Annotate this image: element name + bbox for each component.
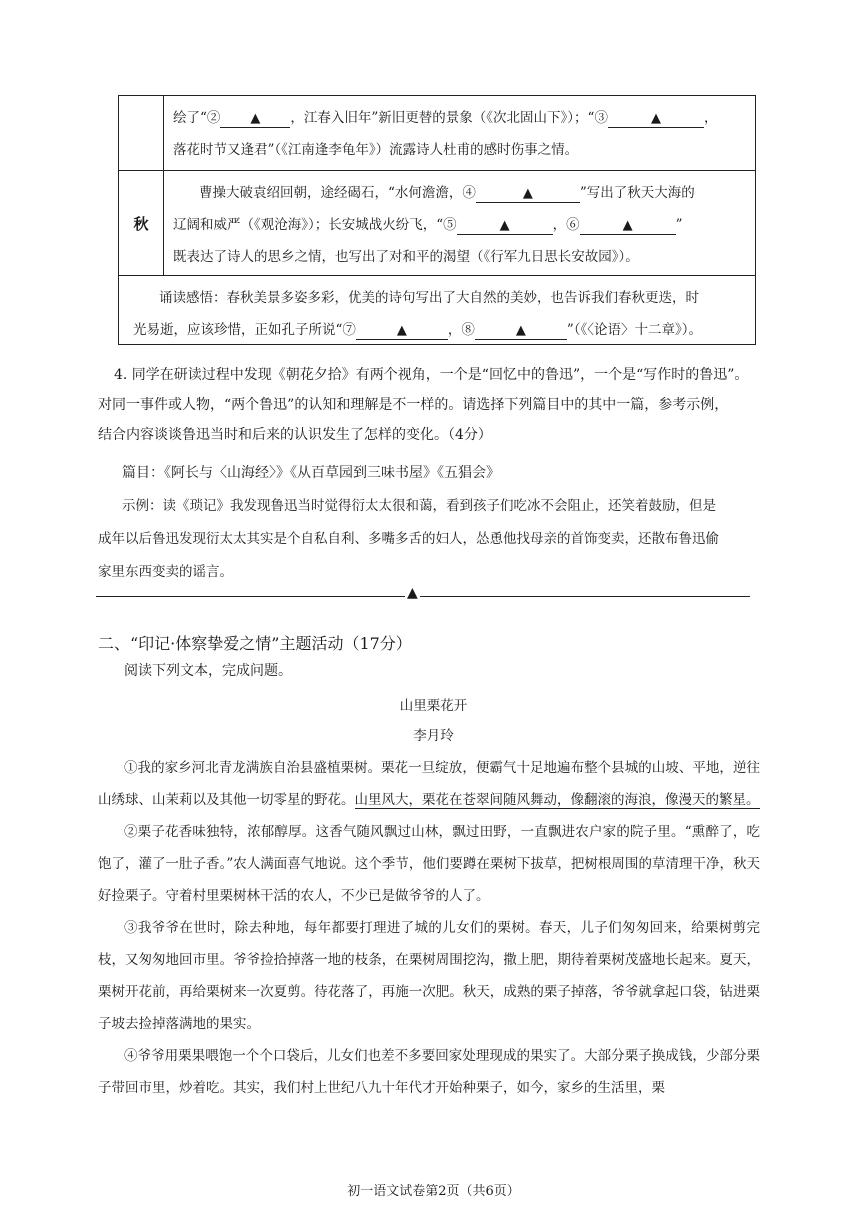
blank-5[interactable] [457,216,553,235]
triangle-icon: ▲ [396,323,407,338]
triangle-icon: ▲ [407,585,418,601]
row-content [165,171,755,279]
example-text: 家里东西变卖的谣言。 [98,564,233,580]
row-text: ，⑧ [447,322,475,338]
article-body [98,752,760,1104]
row-text: 辽阔和威严（《观沧海》）；长安城战火纷飞，“⑤ [173,217,457,233]
triangle-icon: ▲ [622,218,633,233]
season-cell-autumn: 秋 [119,171,164,275]
question-text: 对同一事件或人物，“两个鲁迅”的认知和理解是不一样的。请选择下列篇目中的其中一篇，参考示例， [98,397,729,413]
row-content [119,276,755,352]
chapter-list: 篇目：《阿长与〈山海经〉》《从百草园到三味书屋》《五猖会》 [122,465,500,481]
paragraph-1 [98,752,760,816]
row-text: ”写出了秋天大海的 [579,185,695,201]
row-text: 绘了“② [173,110,221,126]
row-text: 光易逝，应该珍惜，正如孔子所说“⑦ [133,322,356,338]
answer-line[interactable] [96,596,750,597]
paragraph-2: ②栗子花香味独特，浓郁醇厚。这香气随风飘过山林，飘过田野，一直飘进农户家的院子里。“熏醉了，吃饱了，灌了一肚子香。”农人满面喜气地说。这个季节，他们要蹲在栗树下拔草，把树根周围的草清理干净，秋天好捡栗子。守着村里栗树林干活的农人，不少已是做爷爷的人了。 [98,824,760,904]
paragraph-3: ③我爷爷在世时，除去种地，每年都要打理进了城的儿女们的栗树。春天，儿子们匆匆回来，给栗树剪完枝，又匆匆地回市里。爷爷捡拾掉落一地的枝条，在栗树周围挖沟，撒上肥，期待着栗树茂盛地长起来。夏天，栗树开花前，再给栗树来一次夏剪。待花落了，再施一次肥。秋天，成熟的栗子掉落，爷爷就拿起口袋，钻进栗子坡去捡掉落满地的果实。 [98,920,760,1032]
table-row-spring [119,96,755,170]
blank-7[interactable] [356,321,448,340]
row-content [165,96,755,172]
triangle-icon: ▲ [650,111,661,126]
paragraph-4: ④爷爷用栗果喂饱一个个口袋后，儿女们也差不多要回家处理现成的果实了。大部分栗子换成钱，少部分栗子带回市里，炒着吃。其实，我们村上世纪八九十年代才开始种栗子，如今，家乡的生活里，栗 [98,1048,760,1096]
question-text: 4. 同学在研读过程中发现《朝花夕拾》有两个视角，一个是“回忆中的鲁迅”，一个是“写作时的鲁迅”。 [114,367,749,383]
poetry-table [118,95,756,345]
underlined-sentence: 山里风大，栗花在苍翠间随风舞动，像翻滚的海浪，像漫天的繁星。 [354,792,760,808]
row-text: ， [703,110,718,126]
example-text: 示例：读《琐记》我发现鲁迅当时觉得衍太太很和蔼，看到孩子们吃冰不会阻止，还笑着鼓励，但是 [122,498,716,514]
row-text: ，江春入旧年”新旧更替的景象（《次北固山下》）；“③ [290,110,608,126]
question-text: 结合内容谈谈鲁迅当时和后来的认识发生了怎样的变化。（4分） [98,427,492,443]
row-text: ，⑥ [552,217,580,233]
row-text: 诵读感悟：春秋美景多姿多彩，优美的诗句写出了大自然的美妙，也告诉我们春秋更迭，时 [159,290,699,306]
section-heading: 二、“印记·体察挚爱之情”主题活动（17分） [98,634,412,653]
blank-2[interactable] [220,109,290,128]
question-4 [98,360,758,450]
triangle-icon: ▲ [522,186,533,201]
blank-4[interactable] [476,184,580,203]
page-footer: 初一语文试卷第2页（共6页） [347,1184,520,1199]
article-title: 山里栗花开 [399,698,468,714]
blank-6[interactable] [580,216,676,235]
row-text: ” [675,217,683,233]
triangle-icon: ▲ [250,111,261,126]
row-text: 曹操大破袁绍回朝，途经碣石，“水何澹澹，④ [199,185,476,201]
blank-8[interactable] [475,321,567,340]
table-row-reflection [119,275,755,344]
example-text: 成年以后鲁迅发现衍太太其实是个自私自利、多嘴多舌的妇人，怂恿他找母亲的首饰变卖，还散布鲁迅偷 [98,531,719,547]
blank-3[interactable] [608,109,704,128]
example-answer [98,490,758,589]
triangle-icon: ▲ [499,218,510,233]
season-cell-empty [119,96,164,170]
table-row-autumn [119,170,755,275]
article-author: 李月玲 [413,728,454,744]
row-text: 落花时节又逢君”（《江南逢李龟年》）流露诗人杜甫的感时伤事之情。 [173,142,579,158]
row-text: ”（《〈论语〉十二章》）。 [566,322,703,338]
paragraph-text: ①我的家乡河北青龙满族自治县盛植栗树。栗花一旦绽放，便霸气十足地遍布整个县城的山坡、平地，逆往山绣球、山茉莉以及其他一切零星的野花。 [98,760,760,808]
triangle-icon: ▲ [515,323,526,338]
row-text: 既表达了诗人的思乡之情，也写出了对和平的渴望（《行军九日思长安故园》）。 [173,249,639,265]
section-instruction: 阅读下列文本，完成问题。 [124,663,292,679]
